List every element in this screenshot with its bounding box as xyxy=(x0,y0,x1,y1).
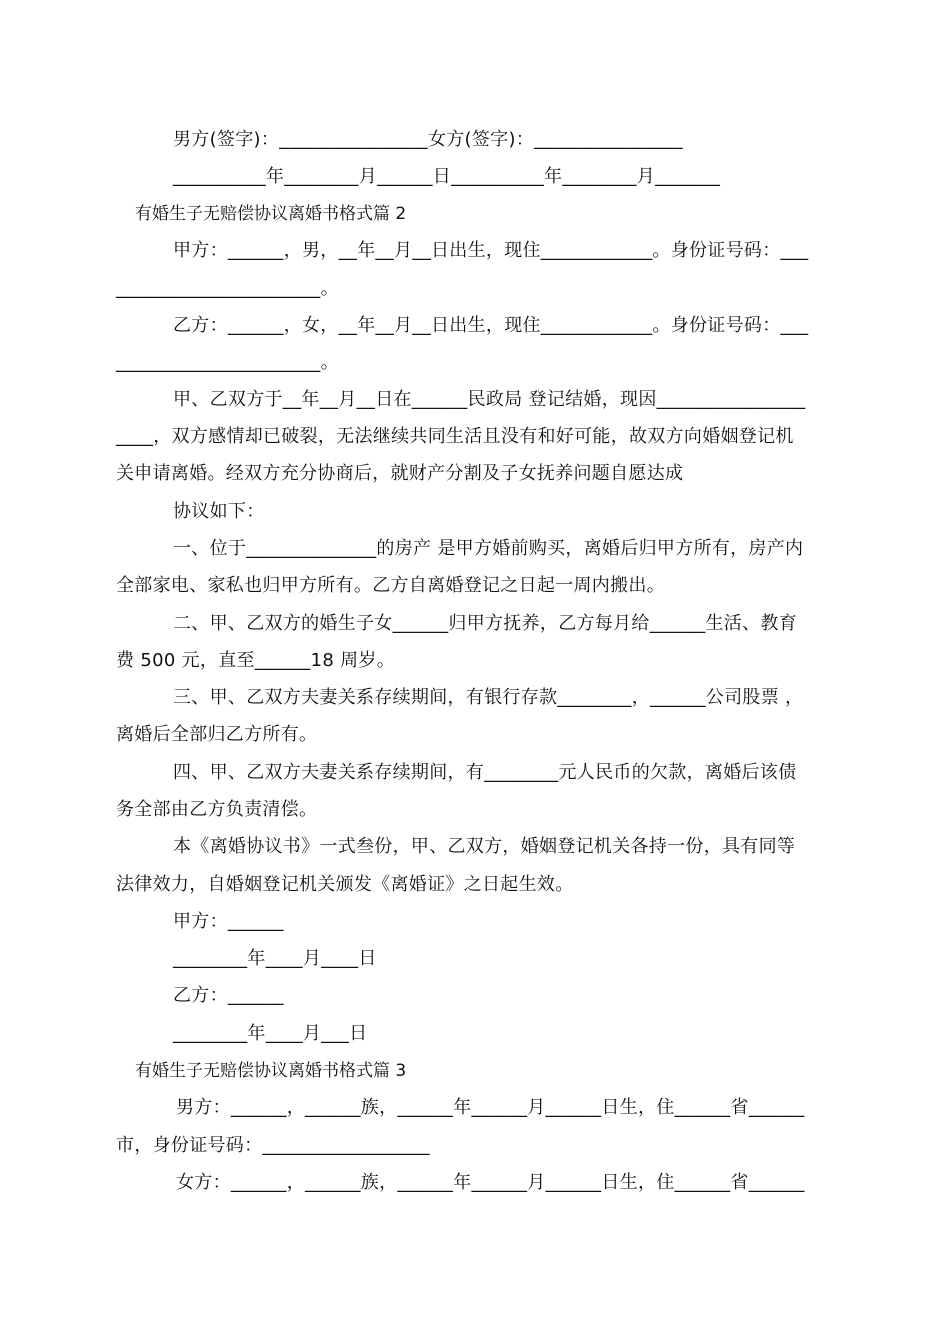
clause-3-line: 三、甲、乙双方夫妻关系存续期间，有银行存款________，______公司股票 ， xyxy=(173,687,804,708)
paragraph-line: 甲、乙双方于__年__月__日在______民政局 登记结婚，现因________________ xyxy=(173,389,806,410)
party-a-line: 甲方：______，男，__年__月__日出生，现住____________。身份证号码：___ xyxy=(173,240,809,261)
signature-line: 男方(签字)：________________女方(签字)：________________ xyxy=(173,129,683,150)
paragraph-line: 协议如下： xyxy=(173,501,265,522)
clause-1-line: 一、位于______________的房产 是甲方婚前购买，离婚后归甲方所有，房产内 xyxy=(173,538,804,559)
party-b-line: 乙方：______，女，__年__月__日出生，现住____________。身份证号码：___ xyxy=(173,315,809,336)
section-heading-2: 有婚生子无赔偿协议离婚书格式篇 2 xyxy=(135,204,407,224)
clause-4-line: 四、甲、乙双方夫妻关系存续期间，有________元人民币的欠款，离婚后该债 xyxy=(173,762,797,783)
party-a-line-cont: ______________________。 xyxy=(116,278,339,299)
party-b-line-cont: ______________________。 xyxy=(116,352,339,373)
clause-2-line: 二、甲、乙双方的婚生子女______归甲方抚养，乙方每月给______生活、教育 xyxy=(173,613,797,634)
paragraph-line: 关申请离婚。经双方充分协商后，就财产分割及子女抚养问题自愿达成 xyxy=(116,463,684,484)
party-a-date: ________年____月____日 xyxy=(173,948,377,969)
closing-line: 本《离婚协议书》一式叁份，甲、乙双方，婚姻登记机关各持一份，具有同等 xyxy=(173,836,796,857)
clause-3-line-cont: 离婚后全部归乙方所有。 xyxy=(116,724,318,745)
man-info-line: 男方：______，______族，______年______月______日生，住______省______ xyxy=(176,1097,805,1118)
clause-4-line-cont: 务全部由乙方负责清偿。 xyxy=(116,799,318,820)
clause-2-line-cont: 费 500 元，直至______18 周岁。 xyxy=(116,650,396,671)
section-heading-3: 有婚生子无赔偿协议离婚书格式篇 3 xyxy=(135,1061,407,1081)
party-a-signature: 甲方：______ xyxy=(173,911,284,932)
paragraph-line: ____，双方感情却已破裂，无法继续共同生活且没有和好可能，故双方向婚姻登记机 xyxy=(116,426,794,447)
party-b-signature: 乙方：______ xyxy=(173,985,284,1006)
date-line: __________年________月______日__________年________月_______ xyxy=(173,166,721,187)
party-b-date: ________年____月___日 xyxy=(173,1023,368,1044)
clause-1-line-cont: 全部家电、家私也归甲方所有。乙方自离婚登记之日起一周内搬出。 xyxy=(116,575,665,596)
closing-line-cont: 法律效力，自婚姻登记机关颁发《离婚证》之日起生效。 xyxy=(116,874,574,895)
woman-info-line: 女方：______，______族，______年______月______日生，住______省______ xyxy=(176,1172,805,1193)
man-info-line-cont: 市，身份证号码：__________________ xyxy=(116,1135,430,1156)
